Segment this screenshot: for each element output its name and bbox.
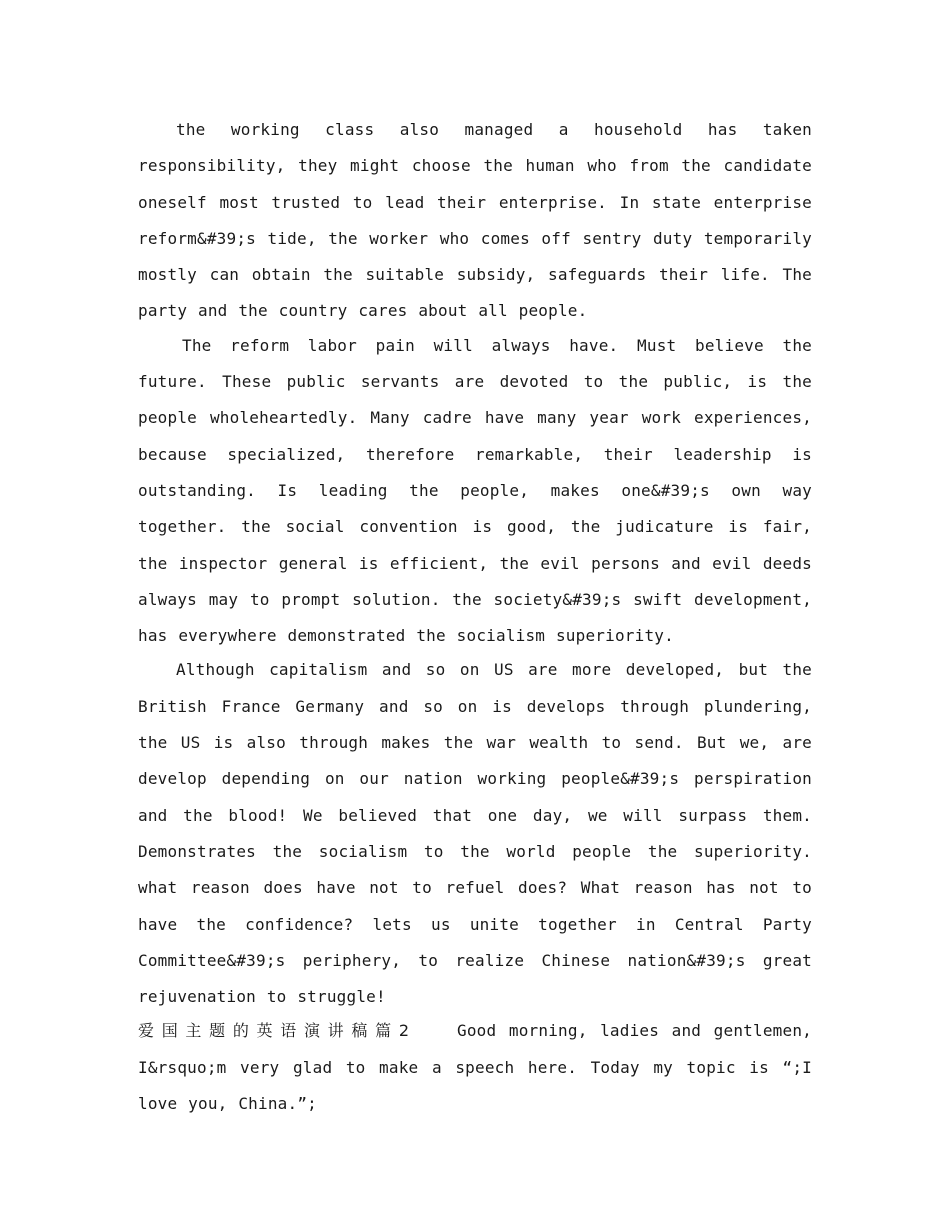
section-opening: Good morning, ladies and gentlemen, I&rsquo;m very glad to make a speech here. Today my topic is “;I love you, China.”; xyxy=(138,1021,812,1114)
paragraph-reform: The reform labor pain will always have. Must believe the future. These public servants are devoted to the public, is the people wholeheartedly. Many cadre have many year work experiences, because specialized, therefore remarkable, their leadership is outstanding. Is leading the people, makes one&#39;s own way together. the social convention is good, the judicature is fair, the inspector general is efficient, the evil persons and evil deeds always may to prompt solution. the society&#39;s swift development, has everywhere demonstrated the socialism superiority. xyxy=(138,335,812,646)
section-heading: 爱国主题的英语演讲稿篇2 xyxy=(138,1021,415,1041)
paragraph-working-class: the working class also managed a household has taken responsibility, they might choose the human who from the candidate oneself most trusted to lead their enterprise. In state enterprise reform&#39;s tide, the worker who comes off sentry duty temporarily mostly can obtain the suitable subsidy, safeguards their life. The party and the country cares about all people. xyxy=(138,120,812,321)
paragraph-speech-2 xyxy=(138,1013,812,1122)
paragraph-capitalism: Although capitalism and so on US are more developed, but the British France Germany and so on is develops through plundering, the US is also through makes the war wealth to send. But we, are develop depending on our nation working people&#39;s perspiration and the blood! We believed that one day, we will surpass them. Demonstrates the socialism to the world people the superiority. what reason does have not to refuel does? What reason has not to have the confidence? lets us unite together in Central Party Committee&#39;s periphery, to realize Chinese nation&#39;s great rejuvenation to struggle! xyxy=(138,660,812,1007)
body-text xyxy=(138,112,812,1122)
